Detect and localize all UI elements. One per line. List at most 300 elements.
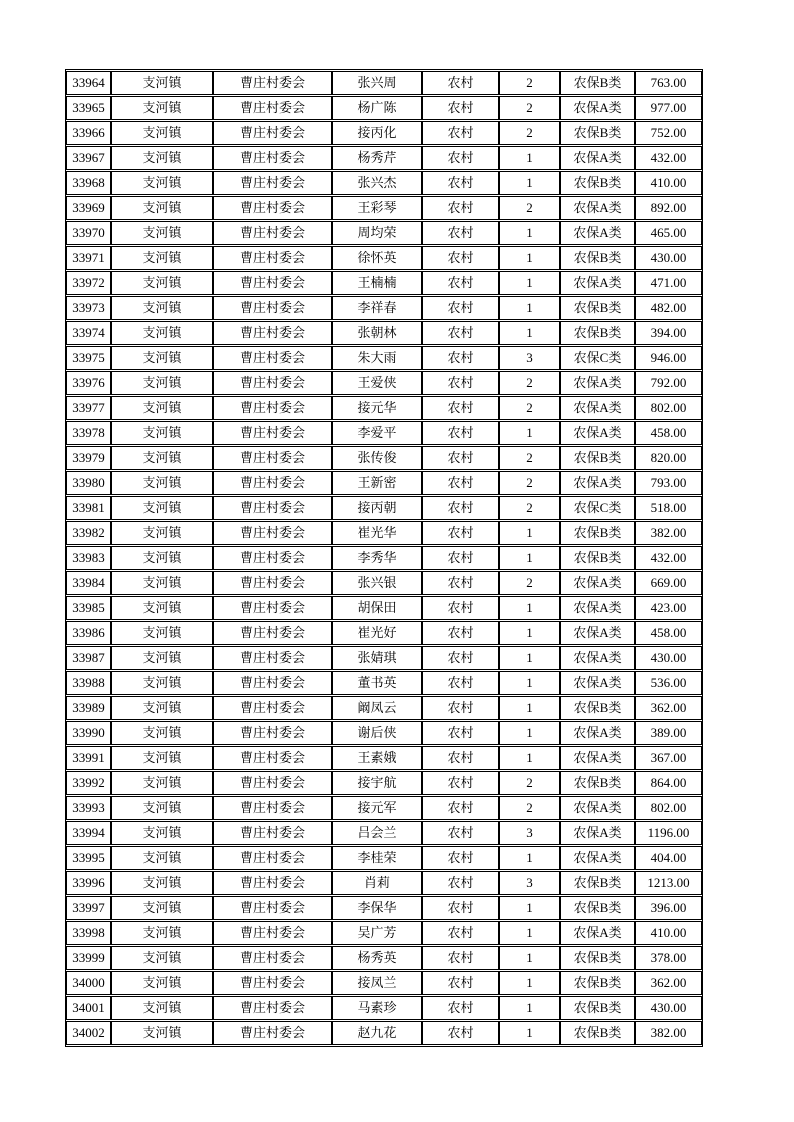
cell-town: 支河镇 — [111, 471, 213, 495]
cell-amount: 482.00 — [635, 296, 702, 320]
cell-person-count: 1 — [499, 996, 560, 1020]
cell-record-id: 34001 — [66, 996, 111, 1020]
cell-person-count: 1 — [499, 246, 560, 270]
cell-residence-type: 农村 — [422, 71, 499, 95]
cell-record-id: 33980 — [66, 471, 111, 495]
table-row — [66, 221, 702, 245]
cell-town: 支河镇 — [111, 696, 213, 720]
cell-person-name: 张兴银 — [332, 571, 422, 595]
cell-person-name: 赵九花 — [332, 1021, 422, 1045]
cell-town: 支河镇 — [111, 146, 213, 170]
cell-record-id: 34002 — [66, 1021, 111, 1045]
cell-residence-type: 农村 — [422, 546, 499, 570]
cell-person-name: 接宇航 — [332, 771, 422, 795]
table-row — [66, 296, 702, 320]
cell-residence-type: 农村 — [422, 996, 499, 1020]
cell-amount: 752.00 — [635, 121, 702, 145]
cell-amount: 820.00 — [635, 446, 702, 470]
cell-town: 支河镇 — [111, 371, 213, 395]
cell-record-id: 33964 — [66, 71, 111, 95]
cell-person-count: 2 — [499, 771, 560, 795]
cell-person-count: 2 — [499, 96, 560, 120]
cell-residence-type: 农村 — [422, 371, 499, 395]
cell-person-count: 1 — [499, 621, 560, 645]
cell-town: 支河镇 — [111, 621, 213, 645]
cell-person-count: 1 — [499, 271, 560, 295]
cell-insurance-category: 农保A类 — [560, 571, 635, 595]
cell-village-committee: 曹庄村委会 — [213, 421, 332, 445]
cell-person-name: 王彩琴 — [332, 196, 422, 220]
cell-amount: 465.00 — [635, 221, 702, 245]
cell-village-committee: 曹庄村委会 — [213, 721, 332, 745]
cell-person-name: 阚凤云 — [332, 696, 422, 720]
cell-record-id: 33973 — [66, 296, 111, 320]
cell-village-committee: 曹庄村委会 — [213, 171, 332, 195]
cell-insurance-category: 农保A类 — [560, 821, 635, 845]
cell-record-id: 33995 — [66, 846, 111, 870]
cell-insurance-category: 农保A类 — [560, 796, 635, 820]
cell-residence-type: 农村 — [422, 721, 499, 745]
cell-record-id: 33966 — [66, 121, 111, 145]
cell-insurance-category: 农保A类 — [560, 846, 635, 870]
cell-village-committee: 曹庄村委会 — [213, 821, 332, 845]
cell-insurance-category: 农保B类 — [560, 446, 635, 470]
cell-person-name: 张兴杰 — [332, 171, 422, 195]
cell-town: 支河镇 — [111, 446, 213, 470]
cell-residence-type: 农村 — [422, 1021, 499, 1045]
cell-amount: 404.00 — [635, 846, 702, 870]
cell-person-count: 1 — [499, 546, 560, 570]
cell-record-id: 33983 — [66, 546, 111, 570]
table-row — [66, 321, 702, 345]
cell-town: 支河镇 — [111, 221, 213, 245]
cell-record-id: 33984 — [66, 571, 111, 595]
cell-residence-type: 农村 — [422, 696, 499, 720]
cell-village-committee: 曹庄村委会 — [213, 271, 332, 295]
table-row — [66, 971, 702, 995]
cell-town: 支河镇 — [111, 71, 213, 95]
cell-residence-type: 农村 — [422, 121, 499, 145]
cell-insurance-category: 农保B类 — [560, 246, 635, 270]
cell-person-count: 2 — [499, 471, 560, 495]
cell-person-name: 接元军 — [332, 796, 422, 820]
cell-amount: 458.00 — [635, 621, 702, 645]
cell-insurance-category: 农保A类 — [560, 921, 635, 945]
cell-town: 支河镇 — [111, 671, 213, 695]
table-row — [66, 896, 702, 920]
cell-residence-type: 农村 — [422, 321, 499, 345]
cell-residence-type: 农村 — [422, 671, 499, 695]
cell-amount: 430.00 — [635, 246, 702, 270]
cell-person-count: 2 — [499, 121, 560, 145]
cell-village-committee: 曹庄村委会 — [213, 871, 332, 895]
cell-amount: 458.00 — [635, 421, 702, 445]
cell-person-count: 1 — [499, 671, 560, 695]
table-row — [66, 471, 702, 495]
cell-person-name: 张婧琪 — [332, 646, 422, 670]
cell-amount: 802.00 — [635, 796, 702, 820]
cell-insurance-category: 农保B类 — [560, 871, 635, 895]
cell-person-name: 谢后侠 — [332, 721, 422, 745]
table-row — [66, 71, 702, 95]
cell-record-id: 33997 — [66, 896, 111, 920]
table-row — [66, 996, 702, 1020]
cell-record-id: 33990 — [66, 721, 111, 745]
cell-person-count: 3 — [499, 346, 560, 370]
cell-insurance-category: 农保A类 — [560, 671, 635, 695]
cell-village-committee: 曹庄村委会 — [213, 321, 332, 345]
cell-insurance-category: 农保B类 — [560, 1021, 635, 1045]
cell-residence-type: 农村 — [422, 271, 499, 295]
cell-insurance-category: 农保A类 — [560, 646, 635, 670]
cell-village-committee: 曹庄村委会 — [213, 1021, 332, 1045]
cell-town: 支河镇 — [111, 996, 213, 1020]
cell-residence-type: 农村 — [422, 346, 499, 370]
cell-town: 支河镇 — [111, 246, 213, 270]
cell-residence-type: 农村 — [422, 521, 499, 545]
cell-insurance-category: 农保A类 — [560, 721, 635, 745]
cell-amount: 792.00 — [635, 371, 702, 395]
cell-village-committee: 曹庄村委会 — [213, 471, 332, 495]
table-row — [66, 621, 702, 645]
cell-village-committee: 曹庄村委会 — [213, 571, 332, 595]
cell-person-count: 1 — [499, 421, 560, 445]
table-row — [66, 696, 702, 720]
cell-insurance-category: 农保B类 — [560, 996, 635, 1020]
cell-person-name: 朱大雨 — [332, 346, 422, 370]
cell-person-count: 1 — [499, 646, 560, 670]
cell-person-count: 1 — [499, 846, 560, 870]
cell-person-count: 1 — [499, 896, 560, 920]
table-row — [66, 796, 702, 820]
cell-residence-type: 农村 — [422, 921, 499, 945]
cell-town: 支河镇 — [111, 946, 213, 970]
cell-person-name: 李秀华 — [332, 546, 422, 570]
cell-person-name: 李祥春 — [332, 296, 422, 320]
cell-residence-type: 农村 — [422, 171, 499, 195]
cell-village-committee: 曹庄村委会 — [213, 671, 332, 695]
cell-village-committee: 曹庄村委会 — [213, 696, 332, 720]
cell-village-committee: 曹庄村委会 — [213, 346, 332, 370]
table-row — [66, 246, 702, 270]
cell-residence-type: 农村 — [422, 146, 499, 170]
pension-roster-table — [65, 69, 703, 1047]
cell-residence-type: 农村 — [422, 896, 499, 920]
roster-body — [66, 71, 702, 1045]
cell-person-name: 接凤兰 — [332, 971, 422, 995]
table-row — [66, 921, 702, 945]
cell-town: 支河镇 — [111, 771, 213, 795]
cell-residence-type: 农村 — [422, 771, 499, 795]
cell-person-name: 王爱侠 — [332, 371, 422, 395]
cell-insurance-category: 农保B类 — [560, 296, 635, 320]
cell-village-committee: 曹庄村委会 — [213, 146, 332, 170]
cell-amount: 864.00 — [635, 771, 702, 795]
cell-person-name: 崔光华 — [332, 521, 422, 545]
cell-insurance-category: 农保A类 — [560, 421, 635, 445]
cell-village-committee: 曹庄村委会 — [213, 646, 332, 670]
cell-town: 支河镇 — [111, 721, 213, 745]
cell-insurance-category: 农保A类 — [560, 746, 635, 770]
cell-person-name: 李保华 — [332, 896, 422, 920]
cell-person-count: 2 — [499, 196, 560, 220]
cell-town: 支河镇 — [111, 1021, 213, 1045]
cell-record-id: 33989 — [66, 696, 111, 720]
cell-village-committee: 曹庄村委会 — [213, 796, 332, 820]
table-row — [66, 421, 702, 445]
cell-town: 支河镇 — [111, 846, 213, 870]
cell-person-count: 1 — [499, 321, 560, 345]
table-row — [66, 196, 702, 220]
table-row — [66, 671, 702, 695]
cell-person-name: 张朝林 — [332, 321, 422, 345]
table-row — [66, 396, 702, 420]
cell-village-committee: 曹庄村委会 — [213, 371, 332, 395]
cell-record-id: 33993 — [66, 796, 111, 820]
cell-record-id: 33972 — [66, 271, 111, 295]
cell-record-id: 33991 — [66, 746, 111, 770]
cell-town: 支河镇 — [111, 271, 213, 295]
cell-record-id: 33982 — [66, 521, 111, 545]
cell-person-name: 接元华 — [332, 396, 422, 420]
cell-person-count: 1 — [499, 296, 560, 320]
cell-amount: 793.00 — [635, 471, 702, 495]
cell-town: 支河镇 — [111, 746, 213, 770]
cell-person-count: 1 — [499, 146, 560, 170]
cell-person-name: 李爱平 — [332, 421, 422, 445]
cell-town: 支河镇 — [111, 871, 213, 895]
cell-village-committee: 曹庄村委会 — [213, 521, 332, 545]
cell-village-committee: 曹庄村委会 — [213, 121, 332, 145]
cell-village-committee: 曹庄村委会 — [213, 996, 332, 1020]
cell-amount: 430.00 — [635, 646, 702, 670]
cell-person-count: 2 — [499, 396, 560, 420]
cell-record-id: 33974 — [66, 321, 111, 345]
cell-village-committee: 曹庄村委会 — [213, 846, 332, 870]
cell-insurance-category: 农保B类 — [560, 171, 635, 195]
table-row — [66, 346, 702, 370]
cell-record-id: 33987 — [66, 646, 111, 670]
cell-amount: 367.00 — [635, 746, 702, 770]
cell-insurance-category: 农保A类 — [560, 196, 635, 220]
cell-person-count: 1 — [499, 921, 560, 945]
cell-village-committee: 曹庄村委会 — [213, 296, 332, 320]
cell-insurance-category: 农保B类 — [560, 971, 635, 995]
cell-record-id: 33985 — [66, 596, 111, 620]
cell-residence-type: 农村 — [422, 471, 499, 495]
cell-insurance-category: 农保A类 — [560, 221, 635, 245]
cell-residence-type: 农村 — [422, 246, 499, 270]
cell-person-name: 崔光好 — [332, 621, 422, 645]
cell-person-count: 1 — [499, 521, 560, 545]
table-row — [66, 846, 702, 870]
table-row — [66, 121, 702, 145]
cell-village-committee: 曹庄村委会 — [213, 546, 332, 570]
cell-record-id: 33988 — [66, 671, 111, 695]
cell-person-name: 肖莉 — [332, 871, 422, 895]
cell-village-committee: 曹庄村委会 — [213, 971, 332, 995]
cell-insurance-category: 农保B类 — [560, 71, 635, 95]
cell-record-id: 33977 — [66, 396, 111, 420]
cell-person-name: 徐怀英 — [332, 246, 422, 270]
cell-person-name: 王新密 — [332, 471, 422, 495]
cell-person-count: 2 — [499, 796, 560, 820]
table-row — [66, 446, 702, 470]
cell-amount: 763.00 — [635, 71, 702, 95]
cell-person-count: 1 — [499, 596, 560, 620]
cell-record-id: 33992 — [66, 771, 111, 795]
table-row — [66, 646, 702, 670]
cell-record-id: 33976 — [66, 371, 111, 395]
cell-amount: 394.00 — [635, 321, 702, 345]
cell-insurance-category: 农保A类 — [560, 471, 635, 495]
cell-record-id: 33994 — [66, 821, 111, 845]
cell-record-id: 33986 — [66, 621, 111, 645]
cell-record-id: 34000 — [66, 971, 111, 995]
cell-person-name: 张兴周 — [332, 71, 422, 95]
cell-amount: 430.00 — [635, 996, 702, 1020]
cell-insurance-category: 农保B类 — [560, 771, 635, 795]
cell-village-committee: 曹庄村委会 — [213, 446, 332, 470]
cell-record-id: 33968 — [66, 171, 111, 195]
cell-town: 支河镇 — [111, 646, 213, 670]
cell-village-committee: 曹庄村委会 — [213, 746, 332, 770]
cell-town: 支河镇 — [111, 171, 213, 195]
cell-residence-type: 农村 — [422, 296, 499, 320]
cell-amount: 432.00 — [635, 546, 702, 570]
table-row — [66, 771, 702, 795]
cell-record-id: 33996 — [66, 871, 111, 895]
cell-residence-type: 农村 — [422, 496, 499, 520]
cell-person-name: 吕会兰 — [332, 821, 422, 845]
cell-town: 支河镇 — [111, 546, 213, 570]
cell-record-id: 33999 — [66, 946, 111, 970]
table-row — [66, 871, 702, 895]
cell-person-name: 周均荣 — [332, 221, 422, 245]
cell-insurance-category: 农保B类 — [560, 696, 635, 720]
cell-town: 支河镇 — [111, 196, 213, 220]
cell-village-committee: 曹庄村委会 — [213, 221, 332, 245]
cell-amount: 378.00 — [635, 946, 702, 970]
cell-residence-type: 农村 — [422, 446, 499, 470]
cell-person-count: 1 — [499, 746, 560, 770]
cell-person-name: 董书英 — [332, 671, 422, 695]
cell-village-committee: 曹庄村委会 — [213, 71, 332, 95]
cell-residence-type: 农村 — [422, 396, 499, 420]
cell-residence-type: 农村 — [422, 871, 499, 895]
cell-residence-type: 农村 — [422, 821, 499, 845]
cell-insurance-category: 农保B类 — [560, 546, 635, 570]
cell-record-id: 33967 — [66, 146, 111, 170]
cell-person-count: 2 — [499, 446, 560, 470]
cell-person-name: 杨秀英 — [332, 946, 422, 970]
cell-person-count: 1 — [499, 946, 560, 970]
cell-village-committee: 曹庄村委会 — [213, 771, 332, 795]
cell-insurance-category: 农保B类 — [560, 121, 635, 145]
cell-amount: 1213.00 — [635, 871, 702, 895]
cell-town: 支河镇 — [111, 596, 213, 620]
cell-amount: 946.00 — [635, 346, 702, 370]
table-row — [66, 1021, 702, 1045]
cell-residence-type: 农村 — [422, 746, 499, 770]
cell-residence-type: 农村 — [422, 221, 499, 245]
cell-amount: 410.00 — [635, 921, 702, 945]
cell-person-name: 接丙朝 — [332, 496, 422, 520]
cell-town: 支河镇 — [111, 521, 213, 545]
cell-person-name: 胡保田 — [332, 596, 422, 620]
cell-town: 支河镇 — [111, 321, 213, 345]
cell-amount: 362.00 — [635, 971, 702, 995]
cell-record-id: 33981 — [66, 496, 111, 520]
cell-town: 支河镇 — [111, 96, 213, 120]
cell-amount: 977.00 — [635, 96, 702, 120]
cell-insurance-category: 农保A类 — [560, 621, 635, 645]
cell-village-committee: 曹庄村委会 — [213, 896, 332, 920]
cell-person-count: 3 — [499, 871, 560, 895]
cell-village-committee: 曹庄村委会 — [213, 196, 332, 220]
cell-insurance-category: 农保C类 — [560, 346, 635, 370]
cell-town: 支河镇 — [111, 296, 213, 320]
cell-residence-type: 农村 — [422, 421, 499, 445]
cell-insurance-category: 农保B类 — [560, 896, 635, 920]
cell-person-name: 王楠楠 — [332, 271, 422, 295]
cell-residence-type: 农村 — [422, 971, 499, 995]
cell-person-name: 王素娥 — [332, 746, 422, 770]
cell-person-name: 杨广陈 — [332, 96, 422, 120]
cell-person-count: 2 — [499, 371, 560, 395]
cell-town: 支河镇 — [111, 896, 213, 920]
cell-person-count: 2 — [499, 71, 560, 95]
cell-insurance-category: 农保A类 — [560, 596, 635, 620]
cell-record-id: 33971 — [66, 246, 111, 270]
cell-person-count: 1 — [499, 171, 560, 195]
table-row — [66, 271, 702, 295]
table-row — [66, 371, 702, 395]
cell-residence-type: 农村 — [422, 196, 499, 220]
cell-person-name: 张传俊 — [332, 446, 422, 470]
cell-record-id: 33978 — [66, 421, 111, 445]
cell-town: 支河镇 — [111, 396, 213, 420]
cell-person-count: 2 — [499, 496, 560, 520]
cell-amount: 423.00 — [635, 596, 702, 620]
cell-insurance-category: 农保A类 — [560, 146, 635, 170]
cell-village-committee: 曹庄村委会 — [213, 596, 332, 620]
cell-amount: 389.00 — [635, 721, 702, 745]
table-row — [66, 946, 702, 970]
cell-town: 支河镇 — [111, 821, 213, 845]
cell-amount: 362.00 — [635, 696, 702, 720]
cell-residence-type: 农村 — [422, 96, 499, 120]
cell-village-committee: 曹庄村委会 — [213, 96, 332, 120]
cell-record-id: 33998 — [66, 921, 111, 945]
cell-amount: 471.00 — [635, 271, 702, 295]
cell-person-count: 2 — [499, 571, 560, 595]
cell-insurance-category: 农保B类 — [560, 521, 635, 545]
cell-residence-type: 农村 — [422, 621, 499, 645]
cell-town: 支河镇 — [111, 921, 213, 945]
cell-residence-type: 农村 — [422, 796, 499, 820]
cell-amount: 802.00 — [635, 396, 702, 420]
table-row — [66, 596, 702, 620]
cell-town: 支河镇 — [111, 496, 213, 520]
table-row — [66, 171, 702, 195]
cell-village-committee: 曹庄村委会 — [213, 396, 332, 420]
cell-record-id: 33975 — [66, 346, 111, 370]
cell-person-count: 1 — [499, 971, 560, 995]
cell-person-name: 吴广芳 — [332, 921, 422, 945]
cell-insurance-category: 农保A类 — [560, 371, 635, 395]
cell-town: 支河镇 — [111, 571, 213, 595]
